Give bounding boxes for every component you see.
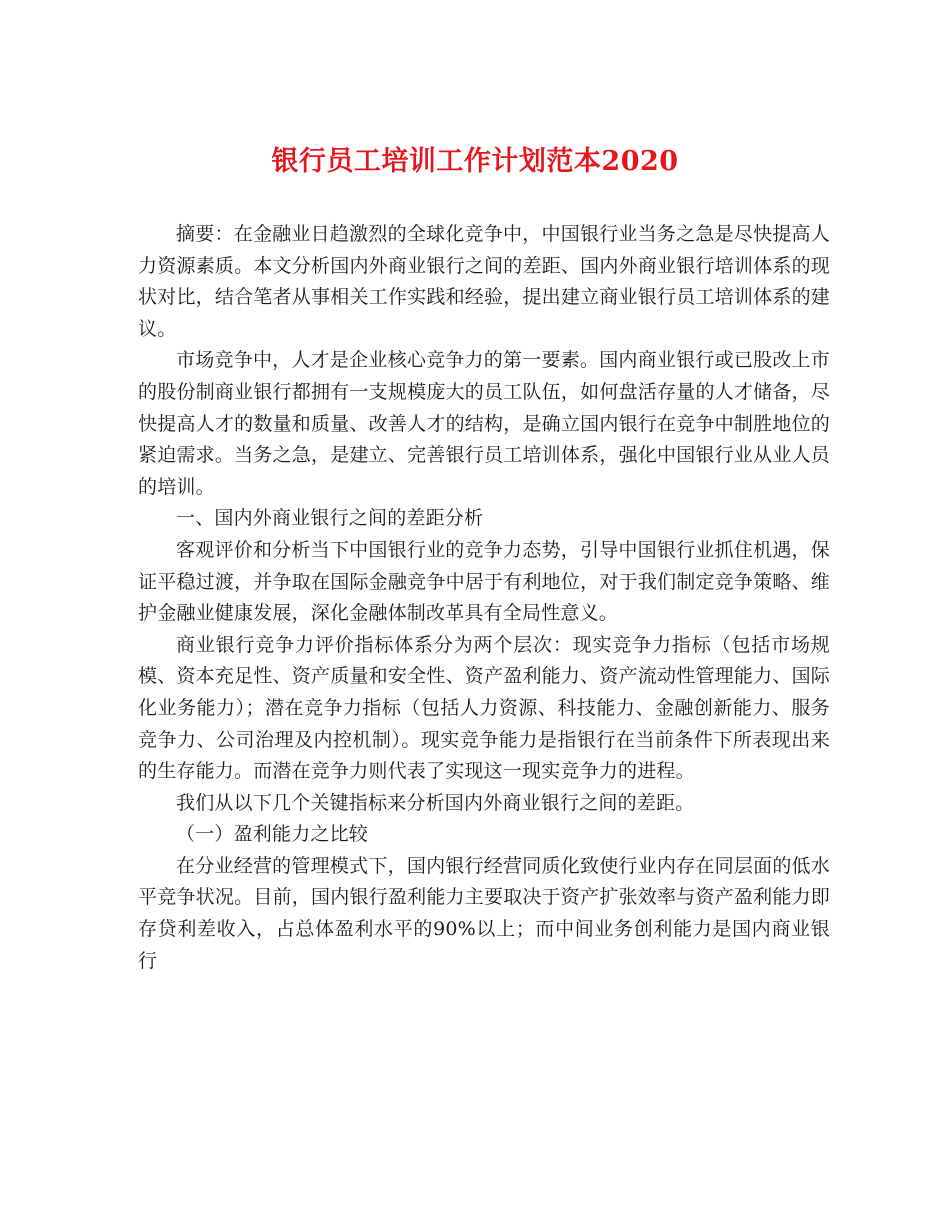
paragraph-indicators: 商业银行竞争力评价指标体系分为两个层次：现实竞争力指标（包括市场规模、资本充足性、资产质量和安全性、资产盈利能力、资产流动性管理能力、国际化业务能力）；潜在竞争力指标（包括人力资源、科技能力、金融创新能力、服务竞争力、公司治理及内控机制）。现实竞争能力是指银行在当前条件下所表现出来的生存能力。而潜在竞争力则代表了实现这一现实竞争力的进程。 [138, 633, 830, 783]
subsection-heading-1: （一）盈利能力之比较 [176, 823, 369, 846]
paragraph-section-1: 客观评价和分析当下中国银行业的竞争力态势，引导中国银行业抓住机遇，保证平稳过渡，并争取在国际金融竞争中居于有利地位，对于我们制定竞争策略、维护金融业健康发展，深化金融体制改革具有全局性意义。 [138, 538, 830, 625]
section-heading-1: 一、国内外商业银行之间的差距分析 [176, 507, 484, 530]
document-body [138, 219, 830, 977]
paragraph-intro: 市场竞争中，人才是企业核心竞争力的第一要素。国内商业银行或已股改上市的股份制商业银行都拥有一支规模庞大的员工队伍，如何盘活存量的人才储备，尽快提高人才的数量和质量、改善人才的结构，是确立国内银行在竞争中制胜地位的紧迫需求。当务之急，是建立、完善银行员工培训体系，强化中国银行业从业人员的培训。 [138, 349, 830, 498]
paragraph-profitability: 在分业经营的管理模式下，国内银行经营同质化致使行业内存在同层面的低水平竞争状况。目前，国内银行盈利能力主要取决于资产扩张效率与资产盈利能力即存贷利差收入，占总体盈利水平的90%以上；而中间业务创利能力是国内商业银行 [138, 854, 830, 972]
paragraph-key-indicators: 我们从以下几个关键指标来分析国内外商业银行之间的差距。 [176, 791, 695, 814]
document-title: 银行员工培训工作计划范本2020 [271, 146, 679, 177]
paragraph-abstract: 摘要：在金融业日趋激烈的全球化竞争中，中国银行业当务之急是尽快提高人力资源素质。本文分析国内外商业银行之间的差距、国内外商业银行培训体系的现状对比，结合笔者从事相关工作实践和经验，提出建立商业银行员工培训体系的建议。 [138, 223, 830, 340]
